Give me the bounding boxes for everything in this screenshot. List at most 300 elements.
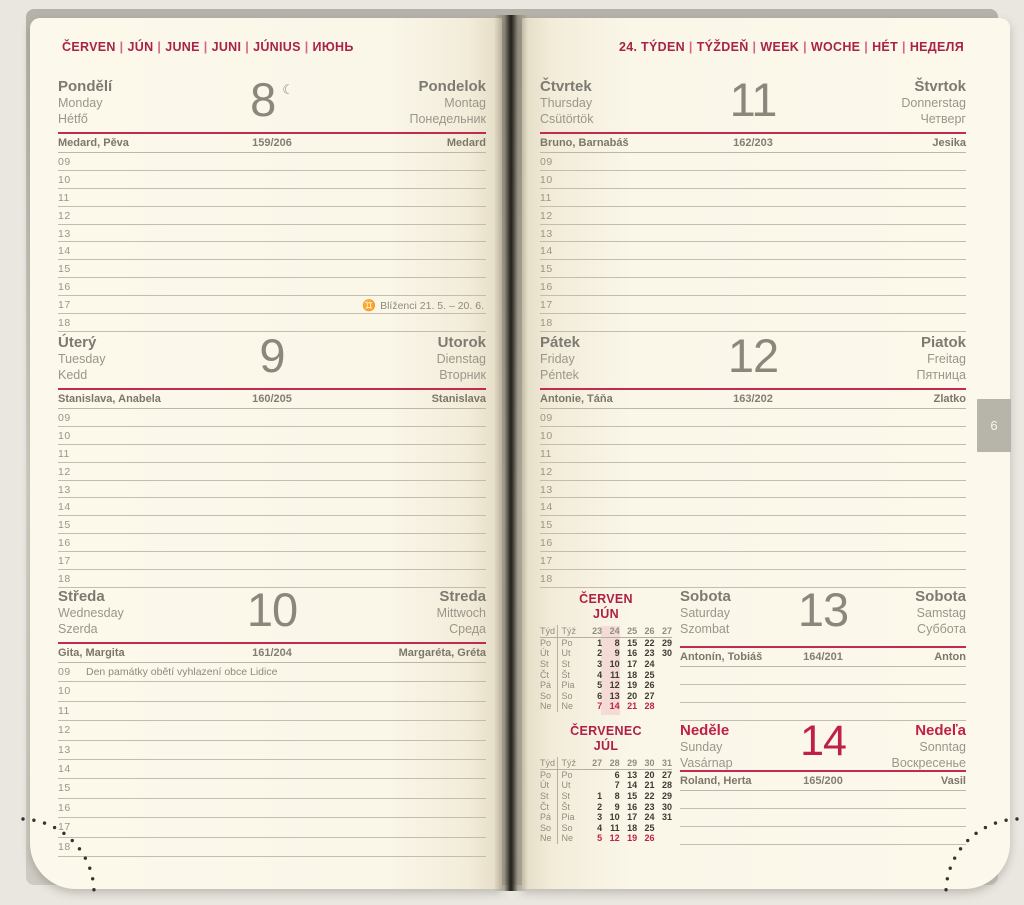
month-name: ČERVEN <box>62 40 116 54</box>
date-cell: 9 <box>614 648 620 659</box>
mini-cal-row <box>540 680 672 691</box>
day-name-sk: Štvrtok <box>914 78 966 95</box>
day-name-de: Dienstag <box>436 352 486 366</box>
day-of-year: 164/201 <box>803 651 843 663</box>
holiday-note <box>78 156 86 168</box>
hour-row <box>58 534 486 552</box>
date-cell: 14 <box>627 780 638 791</box>
holiday-note <box>78 317 86 329</box>
date-cell: 5 <box>597 833 603 844</box>
day-header <box>58 73 486 130</box>
day-abbrev-cz: Út <box>540 648 558 659</box>
hour-label: 11 <box>58 447 70 460</box>
day-name-de: Montag <box>444 96 486 110</box>
day-block-saturday <box>680 583 966 721</box>
holiday-note: Den památky obětí vyhlazení obce Lidice <box>86 666 278 678</box>
day-name-sk: Sobota <box>915 588 966 605</box>
date-cell: 23 <box>644 648 655 659</box>
hour-label: 18 <box>540 317 553 330</box>
holiday-note <box>78 724 86 736</box>
day-number-area <box>195 583 349 636</box>
date-cell: 25 <box>644 669 655 680</box>
day-names-right <box>874 722 966 771</box>
nameday-sk: Anton <box>934 651 966 663</box>
day-name-sk: Streda <box>439 588 486 605</box>
nameday-cz: Bruno, Barnabáš <box>540 137 629 149</box>
day-name-en: Saturday <box>680 606 731 620</box>
hour-label: 10 <box>58 685 71 698</box>
date-cell: 12 <box>609 680 620 691</box>
hour-row <box>58 552 486 570</box>
day-abbrev-sk: Ne <box>561 701 573 712</box>
nameday-sk: Zlatko <box>933 393 966 405</box>
hour-label: 10 <box>58 173 71 186</box>
hour-row <box>58 207 486 225</box>
hour-label: 18 <box>540 573 553 586</box>
day-names-left <box>680 588 772 637</box>
date-cell: 14 <box>609 701 620 712</box>
day-block-thursday <box>540 73 966 332</box>
note-lines <box>680 667 966 721</box>
page-right <box>522 18 1010 889</box>
day-name-ru: Пятница <box>916 367 966 382</box>
holiday-note <box>78 782 86 794</box>
hour-label: 16 <box>58 281 71 294</box>
day-number-area <box>195 73 349 126</box>
week-label-cz: Týd <box>540 625 558 637</box>
day-name-hu: Hétfő <box>58 111 88 126</box>
date-cell: 11 <box>610 822 620 833</box>
date-cell: 28 <box>661 780 672 791</box>
day-of-year: 165/200 <box>803 775 843 787</box>
hour-row <box>58 445 486 463</box>
note-line <box>680 827 966 845</box>
hour-row <box>58 498 486 516</box>
hour-label: 09 <box>58 666 71 678</box>
hour-row <box>540 516 966 534</box>
mini-cal-grid <box>540 638 672 712</box>
hour-label: 12 <box>540 209 553 222</box>
day-abbrev-cz: Čt <box>540 801 558 812</box>
date-cell: 29 <box>661 637 672 648</box>
day-abbrev-cz: Pá <box>540 680 558 691</box>
day-number-area <box>195 329 349 382</box>
header-separator: | <box>902 40 906 54</box>
day-name-ru: Среда <box>449 621 486 636</box>
day-name-cs: Úterý <box>58 334 97 351</box>
day-header <box>58 329 486 386</box>
day-name-ru: Вторник <box>439 367 486 382</box>
hour-row <box>540 260 966 278</box>
day-name-de: Donnerstag <box>901 96 966 110</box>
date-cell: 30 <box>661 801 672 812</box>
hour-row <box>540 207 966 225</box>
date-cell: 5 <box>597 680 603 691</box>
hour-label: 18 <box>58 573 71 586</box>
hour-row <box>540 534 966 552</box>
week-number: 25 <box>627 625 638 636</box>
perforation-dots <box>18 803 110 895</box>
hour-row <box>540 409 966 427</box>
hour-label: 16 <box>58 537 71 550</box>
hour-label: 11 <box>540 191 552 204</box>
day-name-hu: Vasárnap <box>680 755 733 770</box>
nameday-row <box>58 644 486 663</box>
mini-cal-grid <box>540 770 672 844</box>
hour-row <box>540 242 966 260</box>
hour-row <box>58 463 486 481</box>
note-line <box>680 791 966 809</box>
date-cell: 3 <box>597 658 603 669</box>
day-names-left <box>680 722 772 771</box>
header-separator: | <box>688 40 693 54</box>
hour-row <box>58 838 486 857</box>
hour-label: 17 <box>58 299 71 312</box>
mini-cal-week-header <box>540 625 672 638</box>
nameday-cz: Antonín, Tobiáš <box>680 651 763 663</box>
hour-row <box>540 498 966 516</box>
week-number: 23 <box>592 625 603 636</box>
day-number: 14 <box>800 717 846 765</box>
hour-label: 12 <box>58 724 71 737</box>
mini-cal-row <box>540 801 672 812</box>
header-separator: | <box>864 40 869 54</box>
day-name-cs: Čtvrtek <box>540 78 592 95</box>
week-label-sk: Týž <box>561 625 576 636</box>
hour-row <box>58 760 486 779</box>
date-cell: 16 <box>627 801 638 812</box>
day-name-cs: Pondělí <box>58 78 113 95</box>
week-name: 24. TÝDEN <box>619 40 685 54</box>
hour-label: 14 <box>540 245 553 258</box>
day-name-ru: Понедельник <box>409 111 486 126</box>
day-abbrev-sk: Št <box>561 669 570 680</box>
holiday-note <box>78 685 86 697</box>
hour-label: 12 <box>58 465 71 478</box>
hour-row <box>540 189 966 207</box>
day-number: 12 <box>727 329 779 382</box>
date-cell: 15 <box>627 790 638 801</box>
day-names-left <box>58 588 195 637</box>
day-name-cs: Neděle <box>680 722 730 739</box>
moon-phase-icon: ☾ <box>282 82 294 97</box>
date-cell: 1 <box>597 637 603 648</box>
mini-calendar-june <box>540 592 672 712</box>
hour-row <box>540 296 966 314</box>
hour-row <box>540 570 966 588</box>
hour-row <box>58 682 486 701</box>
day-names-right <box>874 588 966 637</box>
month-name: JÚNIUS <box>253 40 301 54</box>
day-name-de: Sonntag <box>919 740 966 754</box>
date-cell: 1 <box>597 790 603 801</box>
hour-row <box>58 296 486 314</box>
hour-label: 10 <box>540 429 553 442</box>
hour-label: 16 <box>58 801 71 814</box>
date-cell: 30 <box>661 648 672 659</box>
day-abbrev-cz: Po <box>540 770 558 781</box>
day-names-left <box>58 334 195 383</box>
hour-label: 10 <box>58 429 71 442</box>
mini-cal-row <box>540 780 672 791</box>
date-cell: 19 <box>627 833 638 844</box>
note-line <box>680 667 966 685</box>
month-name: ИЮНЬ <box>312 40 354 54</box>
nameday-cz: Stanislava, Anabela <box>58 393 161 405</box>
day-abbrev-cz: St <box>540 791 558 802</box>
day-abbrev-sk: Ne <box>561 833 573 844</box>
day-header <box>540 73 966 130</box>
nameday-cz: Gita, Margita <box>58 647 125 659</box>
day-abbrev-cz: Ne <box>540 701 558 712</box>
hour-row <box>540 552 966 570</box>
hour-label: 13 <box>540 483 553 496</box>
mini-cal-row <box>540 638 672 649</box>
hour-label: 14 <box>58 501 71 514</box>
mini-cal-week-header <box>540 757 672 770</box>
hour-label: 15 <box>540 263 553 276</box>
holiday-note <box>78 705 86 717</box>
date-cell: 18 <box>627 822 638 833</box>
day-abbrev-sk: Ut <box>561 648 571 659</box>
hour-label: 13 <box>58 483 71 496</box>
date-cell: 27 <box>644 690 655 701</box>
hour-row <box>58 481 486 499</box>
date-cell: 20 <box>644 769 655 780</box>
date-cell: 2 <box>597 648 603 659</box>
hour-label: 13 <box>58 743 71 756</box>
week-label-cz: Týd <box>540 757 558 769</box>
month-header <box>62 40 354 54</box>
day-abbrev-sk: Ut <box>561 780 571 791</box>
month-index-tab[interactable] <box>977 399 1011 452</box>
holiday-note <box>78 174 86 186</box>
holiday-note <box>78 210 86 222</box>
nameday-cz: Medard, Pěva <box>58 137 129 149</box>
day-of-year: 161/204 <box>252 647 292 659</box>
hour-label: 14 <box>58 245 71 258</box>
hour-rows <box>58 663 486 857</box>
nameday-row <box>540 390 966 409</box>
holiday-note <box>78 228 86 240</box>
hour-label: 18 <box>58 317 71 330</box>
day-name-en: Wednesday <box>58 606 124 620</box>
day-block-tuesday <box>58 329 487 588</box>
week-name: НЕДЕЛЯ <box>909 40 964 54</box>
nameday-row <box>680 648 966 667</box>
week-number: 31 <box>661 757 672 768</box>
week-number: 30 <box>644 757 655 768</box>
day-abbrev-sk: Po <box>561 637 573 648</box>
day-name-en: Thursday <box>540 96 593 110</box>
day-names-right <box>830 334 966 383</box>
date-cell: 10 <box>609 658 620 669</box>
mini-cal-row <box>540 690 672 701</box>
day-name-ru: Воскресенье <box>891 755 966 770</box>
note-line <box>680 685 966 703</box>
day-name-hu: Szombat <box>680 621 730 636</box>
day-header <box>540 329 966 386</box>
mini-cal-row <box>540 648 672 659</box>
header-separator: | <box>203 40 208 54</box>
day-names-right <box>830 78 966 127</box>
hour-label: 16 <box>540 281 553 294</box>
hour-label: 15 <box>58 782 71 795</box>
day-number: 8 <box>250 73 276 126</box>
hour-label: 17 <box>540 299 553 312</box>
date-cell: 21 <box>627 701 638 712</box>
mini-cal-title-cz: ČERVENEC <box>570 724 642 738</box>
day-of-year: 159/206 <box>252 137 292 149</box>
date-cell: 11 <box>610 669 620 680</box>
date-cell: 17 <box>627 658 638 669</box>
date-cell: 20 <box>627 690 638 701</box>
day-number-area <box>676 329 829 382</box>
day-number-area <box>772 717 875 765</box>
date-cell: 6 <box>614 769 620 780</box>
nameday-sk: Margaréta, Gréta <box>398 647 487 659</box>
hour-row <box>58 427 486 445</box>
hour-label: 12 <box>58 209 71 222</box>
mini-cal-title-cz: ČERVEN <box>579 592 633 606</box>
date-cell: 7 <box>597 701 603 712</box>
hour-row <box>540 153 966 171</box>
day-abbrev-cz: Út <box>540 780 558 791</box>
day-of-year: 160/205 <box>252 393 292 405</box>
holiday-note <box>78 192 86 204</box>
day-name-cs: Středa <box>58 588 105 605</box>
date-cell: 16 <box>627 648 638 659</box>
day-name-en: Monday <box>58 96 103 110</box>
date-cell: 15 <box>627 637 638 648</box>
week-name: TÝŽDEŇ <box>696 40 749 54</box>
note-lines <box>680 791 966 845</box>
week-header <box>619 40 964 54</box>
month-name: JÚN <box>127 40 154 54</box>
perforation-dots <box>930 803 1022 895</box>
hour-row <box>58 516 486 534</box>
nameday-sk: Jesika <box>932 137 966 149</box>
hour-label: 13 <box>540 227 553 240</box>
header-separator: | <box>157 40 162 54</box>
hour-label: 13 <box>58 227 71 240</box>
hour-label: 09 <box>58 156 71 168</box>
nameday-sk: Vasil <box>940 775 966 787</box>
day-number: 11 <box>729 73 777 126</box>
date-cell: 12 <box>609 833 620 844</box>
hour-row <box>58 663 486 682</box>
hour-row <box>540 278 966 296</box>
page-left <box>30 18 502 889</box>
hour-rows <box>540 409 966 588</box>
week-label-sk: Týž <box>561 757 576 768</box>
hour-label: 09 <box>540 412 553 424</box>
day-name-sk: Nedeľa <box>915 722 966 739</box>
day-header <box>680 583 966 644</box>
header-separator: | <box>803 40 807 54</box>
hour-label: 10 <box>540 173 553 186</box>
week-number: 28 <box>609 757 620 768</box>
holiday-note <box>78 281 86 293</box>
day-abbrev-cz: Čt <box>540 669 558 680</box>
date-cell: 22 <box>644 790 655 801</box>
day-name-de: Freitag <box>927 352 966 366</box>
date-cell: 26 <box>644 680 655 691</box>
hour-rows <box>58 153 486 332</box>
day-number-area <box>772 583 875 636</box>
nameday-row <box>58 390 486 409</box>
day-number: 10 <box>246 583 298 636</box>
day-name-cs: Sobota <box>680 588 731 605</box>
date-cell: 19 <box>627 680 638 691</box>
day-name-hu: Szerda <box>58 621 98 636</box>
day-abbrev-cz: So <box>540 822 558 833</box>
day-names-left <box>540 334 676 383</box>
day-name-hu: Péntek <box>540 367 579 382</box>
day-of-year: 162/203 <box>733 137 773 149</box>
day-name-ru: Четверг <box>920 111 966 126</box>
date-cell: 9 <box>614 801 620 812</box>
hour-row <box>58 189 486 207</box>
hour-label: 14 <box>540 501 553 514</box>
hour-row <box>58 278 486 296</box>
day-abbrev-sk: St <box>561 658 570 669</box>
day-abbrev-sk: Po <box>561 769 573 780</box>
hour-label: 11 <box>540 447 552 460</box>
nameday-cz: Antonie, Táňa <box>540 393 613 405</box>
day-name-hu: Kedd <box>58 367 88 382</box>
date-cell: 17 <box>627 812 638 823</box>
day-block-sunday <box>680 717 966 845</box>
day-abbrev-sk: So <box>561 690 573 701</box>
day-names-left <box>58 78 195 127</box>
week-number: 26 <box>644 625 655 636</box>
month-name: JUNI <box>211 40 242 54</box>
hour-row <box>58 779 486 798</box>
week-name: WEEK <box>760 40 800 54</box>
note-line <box>680 809 966 827</box>
day-name-ru: Суббота <box>917 621 966 636</box>
hour-row <box>58 799 486 818</box>
hour-label: 12 <box>540 465 553 478</box>
day-names-left <box>540 78 676 127</box>
nameday-row <box>680 772 966 791</box>
date-cell: 28 <box>644 701 655 712</box>
hour-row <box>58 409 486 427</box>
date-cell: 29 <box>661 790 672 801</box>
nameday-row <box>58 134 486 153</box>
mini-cal-row <box>540 701 672 712</box>
date-cell: 8 <box>614 790 620 801</box>
day-abbrev-cz: Pá <box>540 812 558 823</box>
day-names-right <box>349 588 486 637</box>
week-number: 27 <box>661 625 672 636</box>
mini-cal-title-sk: JÚN <box>593 606 619 621</box>
date-cell: 24 <box>644 812 655 823</box>
hour-row <box>540 445 966 463</box>
hour-label: 15 <box>58 519 71 532</box>
nameday-cz: Roland, Herta <box>680 775 752 787</box>
day-number: 13 <box>797 583 849 636</box>
hour-row <box>58 153 486 171</box>
day-header <box>680 717 966 770</box>
gemini-icon: ♊ <box>362 300 377 313</box>
date-cell: 26 <box>644 833 655 844</box>
date-cell: 21 <box>644 780 655 791</box>
mini-calendar-july <box>540 724 672 844</box>
day-block-friday <box>540 329 966 588</box>
hour-row <box>58 702 486 721</box>
